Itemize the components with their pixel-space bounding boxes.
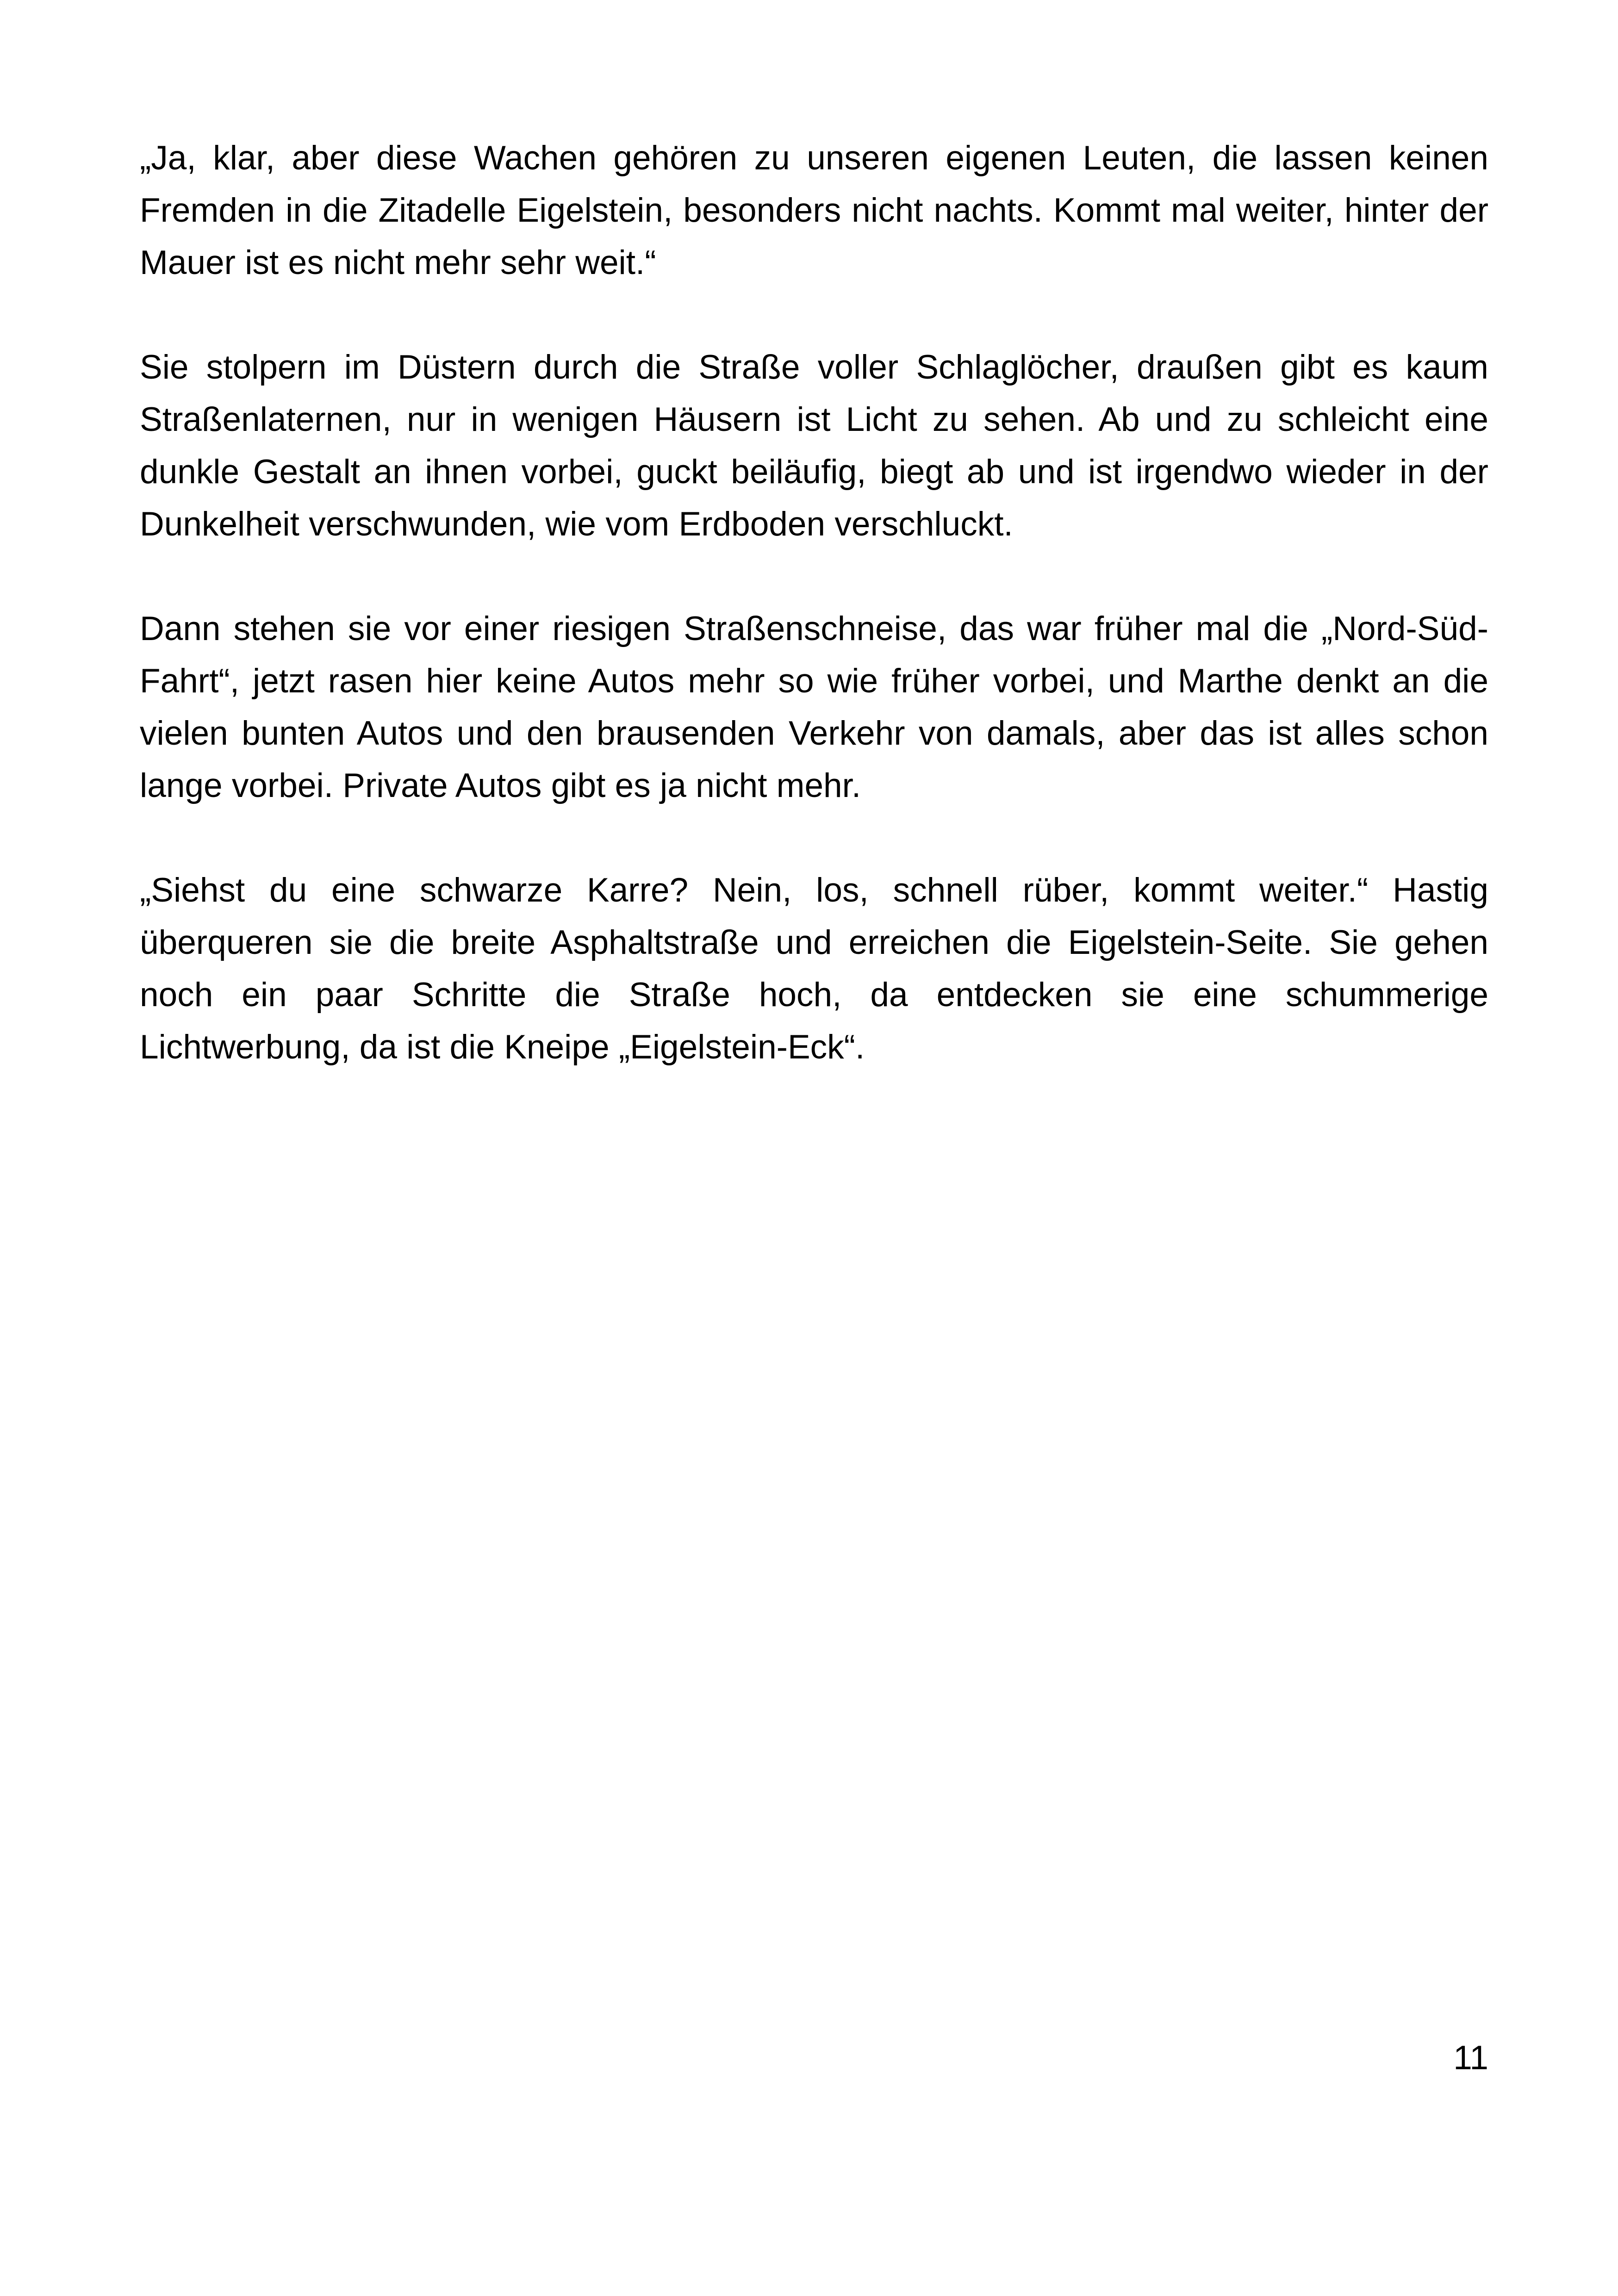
body-text bbox=[140, 132, 1488, 1073]
paragraph-2: Sie stolpern im Düstern durch die Straße voller Schlaglöcher, draußen gibt es kaum Straßenlaternen, nur in wenigen Häusern ist Licht zu sehen. Ab und zu schleicht eine dunkle Gestalt an ihnen vorbei, guckt beiläufig, biegt ab und ist irgendwo wieder in der Dunkelheit verschwunden, wie vom Erdboden verschluckt. bbox=[140, 348, 1488, 543]
paragraph-3: Dann stehen sie vor einer riesigen Straßenschneise, das war früher mal die „Nord-Süd-Fahrt“, jetzt rasen hier keine Autos mehr so wie früher vorbei, und Marthe denkt an die vielen bunten Autos und den brausenden Verkehr von damals, aber das ist alles schon lange vorbei. Private Autos gibt es ja nicht mehr. bbox=[140, 610, 1488, 804]
paragraph-4: „Siehst du eine schwarze Karre? Nein, los, schnell rüber, kommt weiter.“ Hastig überqueren sie die breite Asphaltstraße und erreichen die Eigelstein-Seite. Sie gehen noch ein paar Schritte die Straße hoch, da entdecken sie eine schummerige Lichtwerbung, da ist die Kneipe „Eigelstein-Eck“. bbox=[140, 871, 1488, 1066]
page-number: 11 bbox=[1453, 2039, 1488, 2077]
paragraph-1: „Ja, klar, aber diese Wachen gehören zu unseren eigenen Leuten, die lassen keinen Fremden in die Zitadelle Eigelstein, besonders nicht nachts. Kommt mal weiter, hinter der Mauer ist es nicht mehr sehr weit.“ bbox=[140, 139, 1488, 281]
